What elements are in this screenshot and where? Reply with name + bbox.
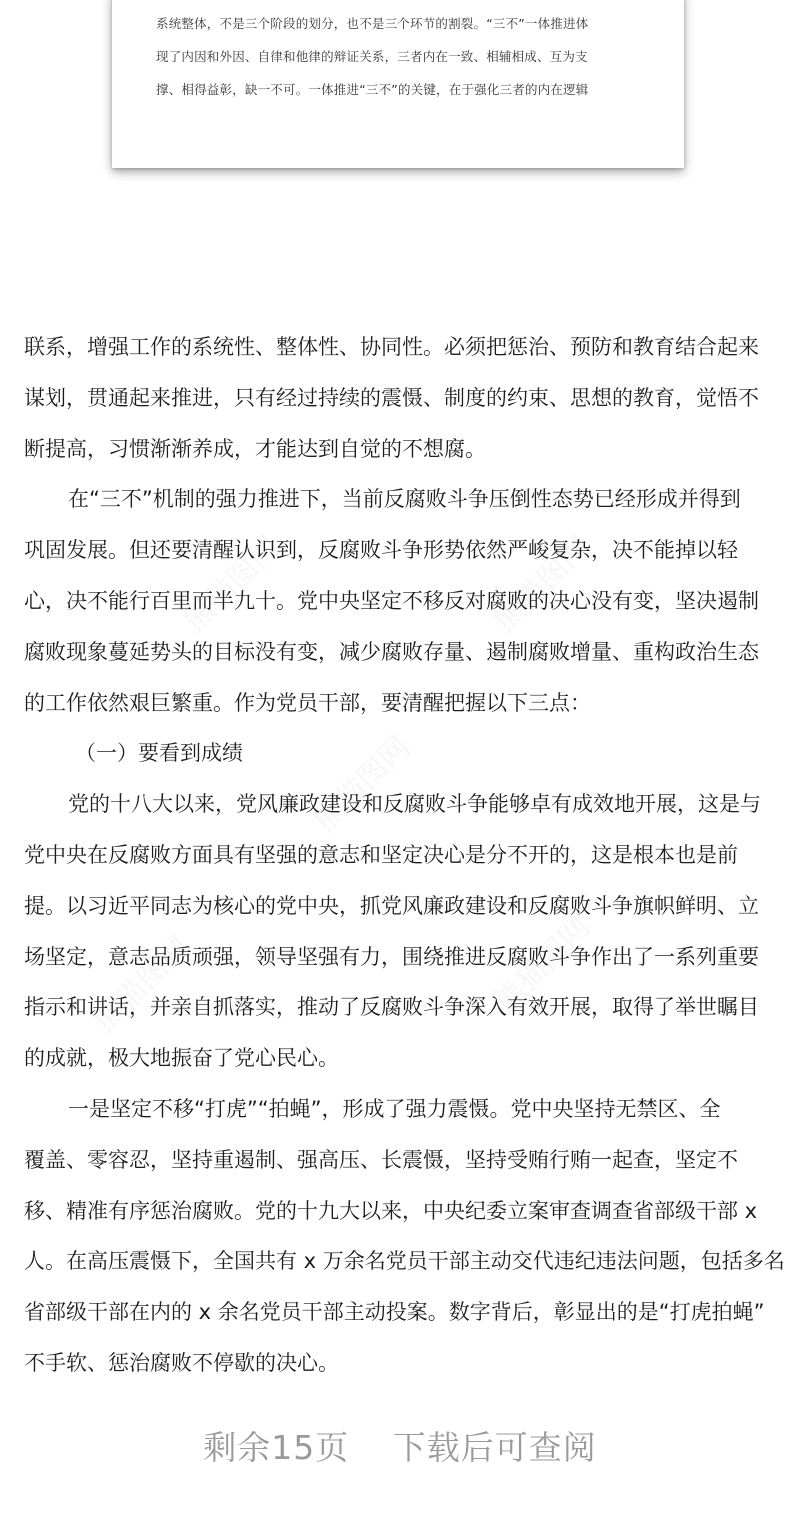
- watermark: 熊猫图网: [177, 529, 288, 640]
- paragraph-line: 的成就，极大地振奋了党心民心。: [24, 1046, 339, 1071]
- document-body: [24, 322, 784, 1389]
- paragraph-line: 省部级干部在内的 x 余名党员干部主动投案。数字背后，彰显出的是“打虎拍蝇”: [24, 1300, 765, 1325]
- paragraph-line: 巩固发展。但还要清醒认识到，反腐败斗争形势依然严峻复杂，决不能掉以轻: [24, 538, 738, 563]
- paragraph-line: 联系，增强工作的系统性、整体性、协同性。必须把惩治、预防和教育结合起来: [24, 335, 759, 359]
- remaining-pages-label: 剩余15页: [203, 1428, 350, 1467]
- preview-line: 现了内因和外因、自律和他律的辩证关系，三者内在一致、相辅相成、互为支: [156, 49, 588, 64]
- preview-line: 撑、相得益彰，缺一不可。一体推进“三不”的关键，在于强化三者的内在逻辑: [156, 82, 589, 97]
- watermark: 熊猫图网: [487, 529, 598, 640]
- download-prompt[interactable]: [0, 1422, 800, 1469]
- paragraph-line: 心，决不能行百里而半九十。党中央坚定不移反对腐败的决心没有变，坚决遏制: [24, 588, 759, 613]
- preview-text-block: [156, 7, 656, 106]
- paragraph-line: 谋划，贯通起来推进，只有经过持续的震慑、制度的约束、思想的教育，觉悟不: [24, 385, 759, 410]
- paragraph-line: 一是坚定不移“打虎”“拍蝇”，形成了强力震慑。党中央坚持无禁区、全: [68, 1096, 721, 1121]
- paragraph-line: 覆盖、零容忍，坚持重遏制、强高压、长震慑，坚持受贿行贿一起查，坚定不: [24, 1147, 738, 1172]
- paragraph-line: 指示和讲话，并亲自抓落实，推动了反腐败斗争深入有效开展，取得了举世瞩目: [24, 995, 759, 1020]
- watermark: 熊猫图网: [87, 929, 198, 1040]
- preview-line: 系统整体，不是三个阶段的划分，也不是三个环节的割裂。“三不”一体推进体: [156, 16, 589, 31]
- watermark: 熊猫图网: [487, 909, 598, 1020]
- paragraph-line: 场坚定，意志品质顽强，领导坚强有力，围绕推进反腐败斗争作出了一系列重要: [24, 944, 759, 969]
- section-heading: （一）要看到成绩: [75, 741, 243, 766]
- paragraph-line: 提。以习近平同志为核心的党中央，抓党风廉政建设和反腐败斗争旗帜鲜明、立: [24, 893, 759, 918]
- paragraph-line: 腐败现象蔓延势头的目标没有变，减少腐败存量、遏制腐败增量、重构政治生态: [24, 639, 759, 664]
- paragraph-line: 党的十八大以来，党风廉政建设和反腐败斗争能够卓有成效地开展，这是与: [68, 792, 761, 817]
- paragraph-line: 不手软、惩治腐败不停歇的决心。: [24, 1350, 339, 1375]
- page-preview-card: [112, 0, 684, 168]
- paragraph-line: 断提高，习惯渐渐养成，才能达到自觉的不想腐。: [24, 436, 486, 461]
- download-hint-label: 下载后可查阅: [392, 1428, 597, 1467]
- paragraph-line: 的工作依然艰巨繁重。作为党员干部，要清醒把握以下三点：: [24, 690, 591, 715]
- paragraph-line: 移、精准有序惩治腐败。党的十九大以来，中央纪委立案审查调查省部级干部 x: [24, 1198, 758, 1223]
- paragraph-line: 在“三不”机制的强力推进下，当前反腐败斗争压倒性态势已经形成并得到: [68, 487, 741, 512]
- paragraph-line: 党中央在反腐败方面具有坚强的意志和坚定决心是分不开的，这是根本也是前: [24, 842, 738, 867]
- watermark: 熊猫图网: [307, 729, 418, 840]
- paragraph-line: 人。在高压震慑下，全国共有 x 万余名党员干部主动交代违纪违法问题，包括多名: [24, 1249, 785, 1274]
